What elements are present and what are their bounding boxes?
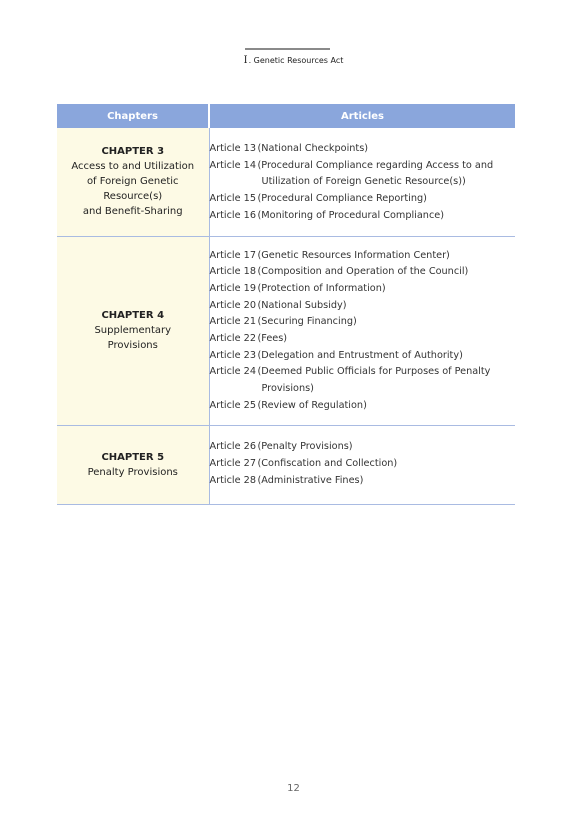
list-item	[210, 473, 516, 490]
article-number: Article 20	[209, 299, 256, 311]
chapter-cell	[57, 425, 209, 504]
article-list	[210, 128, 516, 236]
chapter-title-line: and Benefit-Sharing	[82, 206, 183, 218]
chapter-title-line: Penalty Provisions	[87, 466, 178, 478]
article-number: Article 24	[209, 366, 256, 378]
article-title-line: (Genetic Resources Information Center)	[257, 249, 450, 261]
running-header	[0, 55, 587, 66]
article-title	[258, 314, 357, 331]
article-title-line: (Procedural Compliance Reporting)	[257, 193, 427, 205]
list-item	[210, 314, 516, 331]
article-title-line: (Fees)	[257, 333, 288, 345]
article-number: Article 26	[209, 441, 256, 453]
table-header-row	[57, 104, 515, 128]
list-item	[210, 158, 516, 191]
article-title-line: (Procedural Compliance regarding Access to and	[257, 159, 494, 171]
article-number: Article 18	[209, 266, 256, 278]
list-item	[210, 208, 516, 225]
article-title	[258, 473, 364, 490]
list-item	[210, 439, 516, 456]
chapters-articles-table	[57, 104, 515, 505]
article-title	[258, 264, 469, 281]
article-title	[258, 191, 427, 208]
articles-cell	[209, 236, 515, 425]
article-number: Article 27	[209, 458, 256, 470]
article-number: Article 25	[209, 399, 256, 411]
chapter-title-line: Provisions	[107, 340, 158, 352]
article-title-line: (National Checkpoints)	[257, 143, 369, 154]
article-title-line: (Securing Financing)	[257, 316, 357, 328]
article-title-line: (Monitoring of Procedural Compliance)	[257, 209, 445, 221]
list-item	[210, 331, 516, 348]
chapter-title-line: of Foreign Genetic Resource(s)	[86, 176, 179, 203]
list-item	[210, 264, 516, 281]
chapter-title-line: Access to and Utilization	[71, 161, 195, 173]
chapter-number: CHAPTER 3	[101, 146, 165, 158]
article-title	[258, 439, 353, 456]
article-title-line: (Protection of Information)	[257, 282, 386, 294]
column-header-articles: Articles	[209, 104, 515, 128]
chapter-cell	[57, 128, 209, 236]
articles-cell	[209, 425, 515, 504]
article-title	[258, 248, 450, 265]
article-title	[258, 298, 347, 315]
article-title	[258, 331, 288, 348]
article-number: Article 23	[209, 349, 256, 361]
article-title-line: (Penalty Provisions)	[257, 441, 353, 453]
article-number: Article 21	[209, 316, 256, 328]
article-title	[258, 348, 463, 365]
table-body	[57, 128, 515, 504]
article-title-line: Provisions)	[261, 383, 314, 395]
article-number: Article 28	[209, 474, 256, 486]
article-list	[210, 426, 516, 502]
table-row	[57, 236, 515, 425]
column-header-chapters: Chapters	[57, 104, 209, 128]
section-numeral: Ⅰ	[243, 55, 248, 66]
page-number: 12	[287, 783, 300, 794]
article-title	[258, 208, 445, 225]
article-title	[258, 456, 398, 473]
article-title	[258, 398, 367, 415]
article-title-line: Utilization of Foreign Genetic Resource(s))	[261, 176, 466, 188]
article-number: Article 19	[209, 282, 256, 294]
table-row	[57, 425, 515, 504]
list-item	[210, 398, 516, 415]
article-title-line: (Deemed Public Officials for Purposes of Penalty	[257, 366, 491, 378]
article-number: Article 14	[209, 159, 256, 171]
list-item	[210, 298, 516, 315]
article-list	[210, 237, 516, 425]
chapter-cell	[57, 236, 209, 425]
header-rule	[245, 48, 330, 50]
articles-cell	[209, 128, 515, 236]
article-number: Article 15	[209, 193, 256, 205]
article-title	[258, 364, 491, 397]
article-number: Article 16	[209, 209, 256, 221]
list-item	[210, 364, 516, 397]
list-item	[210, 248, 516, 265]
list-item	[210, 281, 516, 298]
article-title-line: (Review of Regulation)	[257, 399, 367, 411]
article-title	[258, 158, 494, 191]
article-title-line: (Administrative Fines)	[257, 474, 364, 486]
article-title-line: (Composition and Operation of the Council)	[257, 266, 469, 278]
list-item	[210, 191, 516, 208]
article-title	[258, 141, 369, 158]
article-title-line: (Delegation and Entrustment of Authority)	[257, 349, 463, 361]
article-title	[258, 281, 386, 298]
list-item	[210, 141, 516, 158]
article-number: Article 22	[209, 333, 256, 345]
list-item	[210, 348, 516, 365]
chapter-title-line: Supplementary	[94, 325, 172, 337]
table-row	[57, 128, 515, 236]
chapter-number: CHAPTER 5	[101, 451, 165, 463]
article-number: Article 13	[209, 143, 256, 154]
list-item	[210, 456, 516, 473]
article-title-line: (Confiscation and Collection)	[257, 458, 398, 470]
section-title: . Genetic Resources Act	[248, 56, 344, 65]
chapter-number: CHAPTER 4	[101, 310, 165, 322]
article-number: Article 17	[209, 249, 256, 261]
article-title-line: (National Subsidy)	[257, 299, 347, 311]
